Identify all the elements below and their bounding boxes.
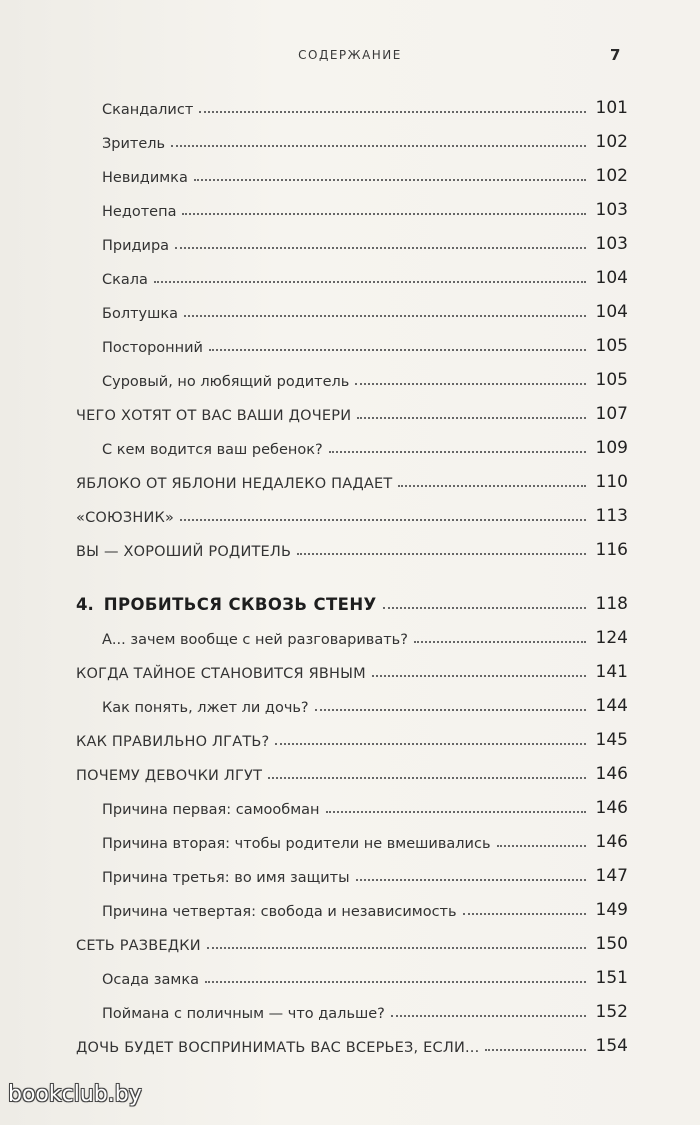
dot-leader: [297, 553, 586, 555]
toc-entry-title: Причина первая: самообман: [102, 802, 320, 818]
toc-entry: [102, 792, 628, 818]
toc-entry-page: 103: [595, 200, 628, 220]
dot-leader: [357, 417, 586, 419]
dot-leader: [463, 913, 586, 915]
toc-entry-title: Недотепа: [102, 204, 177, 220]
toc-entry: [102, 826, 628, 852]
toc-entry-page: 149: [595, 900, 628, 920]
toc-entry-title: «СОЮЗНИК»: [76, 510, 175, 526]
toc-entry-page: 101: [595, 98, 628, 118]
dot-leader: [209, 349, 586, 351]
watermark-logo: bookclub.by: [8, 1082, 142, 1107]
dot-leader: [171, 145, 586, 147]
dot-leader: [326, 811, 586, 813]
toc-entry-page: 116: [595, 540, 628, 560]
toc-entry-title: ПОЧЕМУ ДЕВОЧКИ ЛГУТ: [76, 768, 263, 784]
toc-entry-page: 118: [595, 594, 628, 614]
toc-entry-title: Болтушка: [102, 306, 179, 322]
toc-entry: [102, 894, 628, 920]
toc-entry-page: 150: [595, 934, 628, 954]
dot-leader: [329, 451, 586, 453]
dot-leader: [207, 947, 586, 949]
dot-leader: [154, 281, 586, 283]
dot-leader: [182, 213, 586, 215]
toc-entry-page: 124: [595, 628, 628, 648]
toc-entry-title: А... зачем вообще с ней разговаривать?: [102, 632, 408, 648]
toc-entry-title: КАК ПРАВИЛЬНО ЛГАТЬ?: [76, 734, 270, 750]
toc-entry: [76, 398, 628, 424]
chapter-number: 4.: [76, 595, 94, 614]
toc-entry: [102, 194, 628, 220]
dot-leader: [268, 777, 586, 779]
toc-entry-title: ПРОБИТЬСЯ СКВОЗЬ СТЕНУ: [103, 595, 377, 614]
dot-leader: [355, 383, 586, 385]
toc-entry-title: Придира: [102, 238, 170, 254]
toc-entry-page: 144: [595, 696, 628, 716]
toc-entry-title: ЧЕГО ХОТЯТ ОТ ВАС ВАШИ ДОЧЕРИ: [76, 408, 352, 424]
toc-entry-title: ДОЧЬ БУДЕТ ВОСПРИНИМАТЬ ВАС ВСЕРЬЕЗ, ЕСЛИ...: [76, 1040, 480, 1056]
toc-entry-page: 113: [595, 506, 628, 526]
dot-leader: [184, 315, 586, 317]
toc-entry-title: ВЫ — ХОРОШИЙ РОДИТЕЛЬ: [76, 544, 292, 560]
toc-entry-page: 110: [595, 472, 628, 492]
dot-leader: [194, 179, 586, 181]
toc-entry: [102, 432, 628, 458]
toc-entry-page: 105: [595, 336, 628, 356]
toc-entry-page: 147: [595, 866, 628, 886]
toc-entry-title: С кем водится ваш ребенок?: [102, 442, 323, 458]
toc-entry: [102, 860, 628, 886]
toc-entry-title: Причина четвертая: свобода и независимость: [102, 904, 457, 920]
toc-entry: [102, 690, 628, 716]
toc-entry-page: 107: [595, 404, 628, 424]
dot-leader: [275, 743, 586, 745]
toc-entry: [102, 622, 628, 648]
toc-entry: [102, 126, 628, 152]
toc-entry: [76, 1030, 628, 1056]
toc-entry-page: 152: [595, 1002, 628, 1022]
toc-chapter-entry: [76, 588, 628, 614]
toc-entry-title: Суровый, но любящий родитель: [102, 374, 350, 390]
toc-entry-page: 146: [595, 764, 628, 784]
dot-leader: [315, 709, 586, 711]
toc-entry-title: Причина вторая: чтобы родители не вмешивались: [102, 836, 491, 852]
toc-entry: [102, 160, 628, 186]
toc-entry-title: Посторонний: [102, 340, 203, 356]
toc-entry: [102, 228, 628, 254]
dot-leader: [497, 845, 587, 847]
toc-entry-page: 104: [595, 268, 628, 288]
toc-entry-title: ЯБЛОКО ОТ ЯБЛОНИ НЕДАЛЕКО ПАДАЕТ: [76, 476, 393, 492]
toc-entry-page: 105: [595, 370, 628, 390]
toc-entry: [76, 724, 628, 750]
toc-entry-page: 103: [595, 234, 628, 254]
dot-leader: [383, 607, 586, 609]
toc-entry-title: Причина третья: во имя защиты: [102, 870, 350, 886]
toc-entry-title: СЕТЬ РАЗВЕДКИ: [76, 938, 201, 954]
toc-entry-page: 102: [595, 132, 628, 152]
toc-entry: [76, 466, 628, 492]
toc-entry-page: 141: [595, 662, 628, 682]
toc-entry-page: 145: [595, 730, 628, 750]
running-title: СОДЕРЖАНИЕ: [298, 48, 402, 62]
toc-entry: [76, 928, 628, 954]
dot-leader: [372, 675, 586, 677]
dot-leader: [175, 247, 586, 249]
toc-entry-page: 104: [595, 302, 628, 322]
toc-entry: [102, 364, 628, 390]
dot-leader: [398, 485, 586, 487]
toc-entry: [102, 962, 628, 988]
toc-entry-title: Скала: [102, 272, 148, 288]
toc-entry-title: Поймана с поличным — что дальше?: [102, 1006, 385, 1022]
toc-entry: [102, 996, 628, 1022]
dot-leader: [180, 519, 586, 521]
toc-entry-title: Невидимка: [102, 170, 188, 186]
dot-leader: [356, 879, 586, 881]
toc-entry-page: 109: [595, 438, 628, 458]
toc-entry: [102, 92, 628, 118]
dot-leader: [485, 1049, 586, 1051]
toc-entry-title: Зритель: [102, 136, 166, 152]
toc-entry-title: КОГДА ТАЙНОЕ СТАНОВИТСЯ ЯВНЫМ: [76, 666, 366, 682]
toc-entry-title: Как понять, лжет ли дочь?: [102, 700, 309, 716]
toc-entry: [102, 296, 628, 322]
toc-entry-page: 102: [595, 166, 628, 186]
toc-entry-title: Осада замка: [102, 972, 199, 988]
toc-entry: [102, 262, 628, 288]
toc-entry-page: 151: [595, 968, 628, 988]
dot-leader: [391, 1015, 586, 1017]
toc-entry-title: Скандалист: [102, 102, 194, 118]
dot-leader: [205, 981, 586, 983]
toc-entry-page: 146: [595, 798, 628, 818]
toc-entry: [76, 500, 628, 526]
toc-entry: [76, 534, 628, 560]
dot-leader: [199, 111, 586, 113]
toc-entry: [76, 656, 628, 682]
page-number: 7: [610, 46, 621, 64]
toc-entry-page: 146: [595, 832, 628, 852]
dot-leader: [414, 641, 586, 643]
toc-entry-page: 154: [595, 1036, 628, 1056]
toc-entry: [76, 758, 628, 784]
toc-entry: [102, 330, 628, 356]
